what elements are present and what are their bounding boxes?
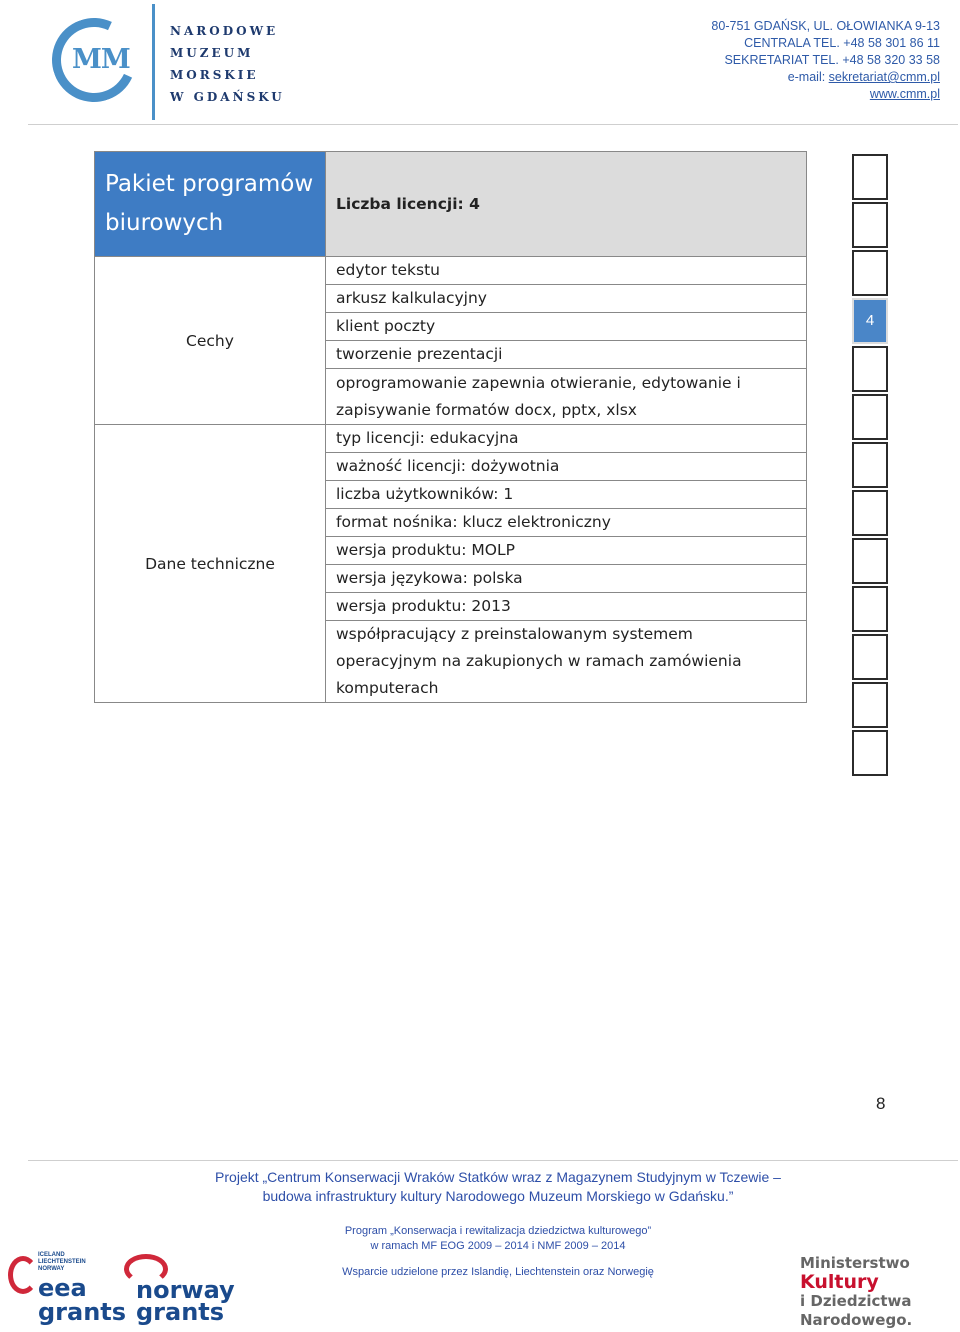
eea-country: LIECHTENSTEIN <box>38 1259 86 1265</box>
eea-grants-word: grants <box>38 1298 127 1326</box>
ministry-line: Narodowego. <box>800 1311 913 1329</box>
page-tab[interactable] <box>852 154 888 200</box>
page-tab[interactable] <box>852 202 888 248</box>
logo-monogram: MM <box>72 44 130 75</box>
tech-item: typ licencji: edukacyjna <box>326 425 807 453</box>
ministry-line: Ministerstwo <box>800 1254 910 1272</box>
project-line: budowa infrastruktury kultury Narodowego Muzeum Morskiego w Gdańsku.” <box>262 1188 734 1204</box>
header-divider <box>28 124 958 125</box>
feature-item: oprogramowanie zapewnia otwieranie, edytowanie i zapisywanie formatów docx, pptx, xlsx <box>326 369 807 425</box>
support-note: Wsparcie udzielone przez Islandię, Liechtenstein oraz Norwegię <box>342 1266 654 1278</box>
email-link[interactable]: sekretariat@cmm.pl <box>828 70 940 84</box>
tech-item: wersja produktu: MOLP <box>326 537 807 565</box>
tech-item: ważność licencji: dożywotnia <box>326 453 807 481</box>
tech-item: liczba użytkowników: 1 <box>326 481 807 509</box>
eea-arc-icon <box>8 1256 38 1294</box>
page-tab[interactable] <box>852 490 888 536</box>
norway-grants-word: grants <box>136 1298 225 1326</box>
logo-line: NARODOWE <box>170 24 279 38</box>
contact-secretariat: SEKRETARIAT TEL. +48 58 320 33 58 <box>724 53 940 67</box>
page-tab[interactable] <box>852 250 888 296</box>
page-tab[interactable] <box>852 538 888 584</box>
page-tabs <box>852 154 888 778</box>
project-line: Projekt „Centrum Konserwacji Wraków Statków wraz z Magazynem Studyjnym w Tczewie – <box>215 1169 781 1185</box>
table-row <box>95 425 807 453</box>
page-tab[interactable] <box>852 682 888 728</box>
logo-line: MUZEUM <box>170 46 254 60</box>
footer-divider <box>28 1160 958 1161</box>
page-tab[interactable] <box>852 634 888 680</box>
feature-item: klient poczty <box>326 313 807 341</box>
contact-block <box>711 18 940 103</box>
ministry-line: Kultury <box>800 1271 879 1293</box>
eea-word: eea <box>38 1274 87 1302</box>
eea-country: ICELAND <box>38 1252 65 1258</box>
feature-item: tworzenie prezentacji <box>326 341 807 369</box>
page-tab[interactable] <box>852 346 888 392</box>
eea-country: NORWAY <box>38 1266 65 1272</box>
category-features: Cechy <box>95 257 326 425</box>
logo-divider <box>152 4 155 120</box>
tech-item: format nośnika: klucz elektroniczny <box>326 509 807 537</box>
page-number: 8 <box>876 1094 886 1113</box>
tech-item: wersja językowa: polska <box>326 565 807 593</box>
product-title: Pakiet programów biurowych <box>95 152 326 257</box>
project-description <box>180 1168 816 1206</box>
page-tab[interactable] <box>852 442 888 488</box>
logo-line: MORSKIE <box>170 68 259 82</box>
email-label: e-mail: <box>787 70 829 84</box>
page-tab[interactable] <box>852 586 888 632</box>
ministry-line: i Dziedzictwa <box>800 1292 912 1310</box>
contact-central: CENTRALA TEL. +48 58 301 86 11 <box>744 36 940 50</box>
page-tab[interactable] <box>852 394 888 440</box>
museum-logo <box>52 4 292 120</box>
contact-address: 80-751 GDAŃSK, UL. OŁOWIANKA 9-13 <box>711 19 940 33</box>
tech-item: wersja produktu: 2013 <box>326 593 807 621</box>
feature-item: edytor tekstu <box>326 257 807 285</box>
license-count: Liczba licencji: 4 <box>326 152 807 257</box>
table-row <box>95 257 807 285</box>
logo-line: W GDAŃSKU <box>170 90 285 104</box>
program-line: Program „Konserwacja i rewitalizacja dziedzictwa kulturowego” <box>344 1225 652 1237</box>
ministry-logo <box>800 1254 950 1330</box>
norway-word: norway <box>136 1276 235 1304</box>
page-tab[interactable] <box>852 730 888 776</box>
website-link[interactable]: www.cmm.pl <box>869 87 940 101</box>
table-header-row <box>95 152 807 257</box>
program-description <box>280 1224 716 1254</box>
eea-grants-logo <box>8 1252 127 1328</box>
category-technical: Dane techniczne <box>95 425 326 703</box>
logo-text <box>170 20 285 108</box>
spec-table <box>94 151 807 703</box>
feature-item: arkusz kalkulacyjny <box>326 285 807 313</box>
program-line: w ramach MF EOG 2009 – 2014 i NMF 2009 – 2014 <box>370 1240 626 1252</box>
norway-grants-logo <box>124 1254 234 1330</box>
eea-countries <box>38 1252 86 1273</box>
page-tab-active[interactable]: 4 <box>852 298 888 344</box>
tech-item: współpracujący z preinstalowanym systemem operacyjnym na zakupionych w ramach zamówienia komputerach <box>326 621 807 703</box>
contact-website-line <box>711 86 940 103</box>
contact-email-line <box>711 69 940 86</box>
